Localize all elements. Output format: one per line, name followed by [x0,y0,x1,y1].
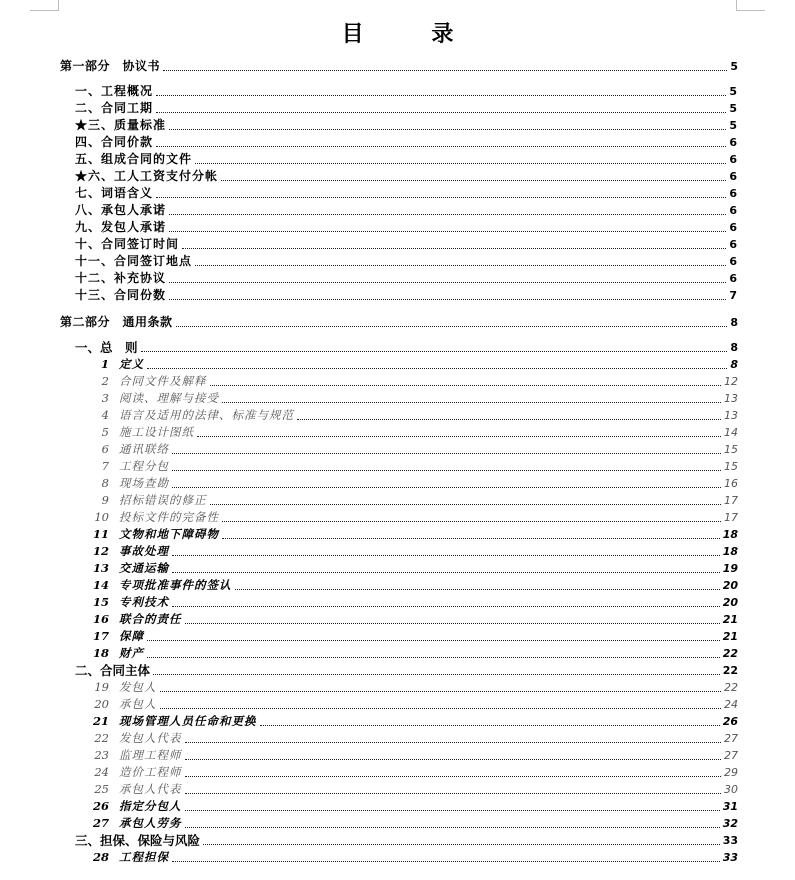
dot-leader [160,708,722,709]
toc-page-number: 30 [724,783,738,796]
toc-page-number: 24 [724,698,738,711]
toc-entry[interactable] [0,611,795,628]
toc-entry[interactable] [0,314,795,331]
toc-entry-label: ★六、工人工资支付分帐 [75,169,219,183]
toc-entry-label: 四、合同价款 [75,135,154,149]
toc-entry-label: 十二、补充协议 [75,271,167,285]
toc-entry-label: 承包人劳务 [119,816,182,830]
dot-leader [182,248,726,249]
toc-entry[interactable] [0,543,795,560]
toc-entry-number: 14 [92,578,109,592]
toc-entry[interactable] [0,168,795,185]
toc-entry-number: 7 [101,459,109,473]
toc-entry-number: 12 [92,544,109,558]
dot-leader [163,70,727,71]
toc-entry-label: 财产 [119,646,144,660]
toc-entry-number: 24 [94,765,109,779]
dot-leader [185,793,722,794]
dot-leader [147,640,720,641]
toc-entry-label: 交通运输 [119,561,169,575]
toc-entry[interactable] [0,441,795,458]
toc-entry-number: 4 [101,408,109,422]
dot-leader [185,623,720,624]
toc-page-number: 8 [730,341,738,354]
toc-entry[interactable] [0,151,795,168]
toc-page-number: 8 [730,358,738,371]
dot-leader [222,538,720,539]
toc-page-number: 19 [722,562,738,575]
toc-entry-number: 3 [101,391,109,405]
dot-leader [169,214,726,215]
toc-page-number: 6 [729,272,738,285]
toc-entry[interactable] [0,390,795,407]
toc-entry-label: 二、合同主体 [75,663,151,678]
toc-entry-label: 十三、合同份数 [75,288,167,302]
toc-entry-label: 现场管理人员任命和更换 [119,714,257,728]
toc-entry[interactable] [0,253,795,270]
toc-entry-label: 八、承包人承诺 [75,203,167,217]
toc-page-number: 5 [729,119,738,132]
toc-entry-label: 承包人 [119,697,157,711]
toc-entry[interactable] [0,764,795,781]
toc-page-number: 22 [722,664,738,677]
toc-entry[interactable] [0,815,795,832]
toc-entry[interactable] [0,219,795,236]
toc-entry[interactable] [0,747,795,764]
toc-entry-label: 十、合同签订时间 [75,237,180,251]
toc-entry-number: 5 [101,425,109,439]
dot-leader [169,282,726,283]
toc-page-number: 6 [729,136,738,149]
toc-entry-number: 28 [92,850,109,864]
toc-entry[interactable] [0,526,795,543]
toc-entry-label: 承包人代表 [119,782,182,796]
toc-entry-label: 合同文件及解释 [119,374,207,388]
toc-page-number: 31 [722,800,738,813]
toc-page-number: 20 [722,579,738,592]
toc-entry[interactable] [0,798,795,815]
page-title: 目 录 [341,21,484,47]
toc-entry[interactable] [0,577,795,594]
toc-entry[interactable] [0,236,795,253]
toc-entry-number: 26 [92,799,109,813]
toc-page-number: 6 [729,255,738,268]
toc-entry-label: 阅读、理解与接受 [119,391,219,405]
toc-entry-label: 一、总 则 [75,340,138,355]
dot-leader [172,470,721,471]
dot-leader [169,299,726,300]
toc-page-number: 27 [724,732,738,745]
toc-entry[interactable] [0,407,795,424]
dot-leader [203,844,720,845]
toc-entry[interactable] [0,645,795,662]
toc-entry-number: 13 [92,561,109,575]
dot-leader [141,351,728,352]
toc-entry-label: ★三、质量标准 [75,118,167,132]
toc-page-number: 18 [722,545,738,558]
dot-leader [156,95,726,96]
toc-page-number: 6 [729,170,738,183]
toc-page-number: 6 [729,204,738,217]
dot-leader [156,146,726,147]
toc-entry-number: 10 [94,510,109,524]
toc-entry[interactable] [0,287,795,304]
toc-entry-number: 15 [92,595,109,609]
toc-page-number: 17 [724,511,738,524]
toc-entry-label: 定义 [119,357,144,371]
toc-entry-label: 五、组成合同的文件 [75,152,193,166]
dot-leader [169,129,726,130]
dot-leader [172,453,721,454]
dot-leader [260,725,720,726]
toc-entry-number: 6 [101,442,109,456]
toc-page-number: 6 [729,238,738,251]
page-corner-mark-left [30,0,59,11]
toc-page-number: 17 [724,494,738,507]
dot-leader [185,742,722,743]
toc-page-number: 29 [724,766,738,779]
toc-entry[interactable] [0,339,795,356]
dot-leader [195,163,726,164]
dot-leader [172,606,720,607]
toc-page-number: 16 [724,477,738,490]
page-corner-mark-right [736,0,765,11]
toc-page-number: 12 [724,375,738,388]
dot-leader [172,572,720,573]
toc-entry-label: 造价工程师 [119,765,182,779]
toc-entry[interactable] [0,849,795,866]
toc-entry-label: 现场查勘 [119,476,169,490]
toc-entry-label: 九、发包人承诺 [75,220,167,234]
toc-entry-label: 招标错误的修正 [119,493,207,507]
toc-entry-number: 2 [101,374,109,388]
dot-leader [197,436,721,437]
toc-entry-number: 21 [92,714,109,728]
dot-leader [172,487,721,488]
toc-page-number: 6 [729,153,738,166]
dot-leader [147,368,727,369]
toc-page-number: 5 [730,60,738,73]
toc-entry-number: 8 [101,476,109,490]
toc-page-number: 27 [724,749,738,762]
toc-entry-number: 23 [94,748,109,762]
toc-page-number: 26 [722,715,738,728]
dot-leader [185,776,722,777]
toc-entry[interactable] [0,83,795,100]
toc-page-number: 5 [729,85,738,98]
toc-entry-number: 16 [92,612,109,626]
toc-entry[interactable] [0,134,795,151]
toc-entry[interactable] [0,424,795,441]
toc-entry-label: 联合的责任 [119,612,182,626]
toc-page-number: 22 [722,647,738,660]
toc-page-number: 6 [729,221,738,234]
toc-page-number: 15 [724,443,738,456]
toc-page-number: 5 [729,102,738,115]
toc-page-number: 33 [722,834,738,847]
toc-entry[interactable] [0,492,795,509]
toc-entry-label: 七、词语含义 [75,186,154,200]
toc-page-number: 21 [722,613,738,626]
toc-page-number: 20 [722,596,738,609]
toc-entry[interactable] [0,475,795,492]
toc-entry-number: 25 [94,782,109,796]
toc-entry-label: 工程分包 [119,459,169,473]
toc-entry-label: 专利技术 [119,595,169,609]
toc-entry[interactable] [0,202,795,219]
toc-entry-label: 一、工程概况 [75,84,154,98]
dot-leader [185,827,720,828]
toc-entry-label: 第一部分 协议书 [60,59,161,73]
dot-leader [195,265,726,266]
dot-leader [235,589,720,590]
toc-entry-label: 专项批准事件的签认 [119,578,232,592]
dot-leader [222,521,721,522]
toc-entry-label: 施工设计图纸 [119,425,194,439]
toc-page-number: 21 [722,630,738,643]
toc-page-number: 18 [722,528,738,541]
toc-entry-label: 通讯联络 [119,442,169,456]
toc-entry-number: 17 [92,629,109,643]
toc-entry-number: 27 [92,816,109,830]
toc-entry-label: 发包人 [119,680,157,694]
toc-entry[interactable] [0,730,795,747]
dot-leader [153,674,720,675]
dot-leader [221,180,726,181]
toc-page-number: 15 [724,460,738,473]
toc-entry[interactable] [0,628,795,645]
dot-leader [160,691,722,692]
toc-entry[interactable] [0,509,795,526]
toc-entry[interactable] [0,373,795,390]
toc-page-number: 22 [724,681,738,694]
toc-entry[interactable] [0,679,795,696]
toc-page-number: 13 [724,409,738,422]
dot-leader [210,504,722,505]
toc-entry-label: 投标文件的完备性 [119,510,219,524]
toc-entry[interactable] [0,560,795,577]
dot-leader [185,810,720,811]
toc-entry-number: 11 [92,527,109,541]
toc-page-number: 7 [729,289,738,302]
toc-page-number: 6 [729,187,738,200]
toc-entry-label: 语言及适用的法律、标准与规范 [119,408,294,422]
toc-entry-number: 18 [92,646,109,660]
dot-leader [210,385,722,386]
toc-entry-label: 二、合同工期 [75,101,154,115]
toc-entry-number: 20 [94,697,109,711]
dot-leader [156,197,726,198]
toc-entry-label: 文物和地下障碍物 [119,527,219,541]
toc-entry[interactable] [0,58,795,75]
toc-entry[interactable] [0,100,795,117]
toc-entry[interactable] [0,356,795,373]
toc-entry[interactable] [0,594,795,611]
toc-page-number: 14 [724,426,738,439]
toc-entry-label: 十一、合同签订地点 [75,254,193,268]
toc-entry[interactable] [0,270,795,287]
toc-entry[interactable] [0,117,795,134]
dot-leader [222,402,721,403]
dot-leader [156,112,726,113]
toc-entry-label: 指定分包人 [119,799,182,813]
toc-page-number: 33 [722,851,738,864]
toc-page-number: 32 [722,817,738,830]
toc-entry-label: 第二部分 通用条款 [60,315,173,329]
dot-leader [176,326,728,327]
toc-entry[interactable] [0,696,795,713]
toc-entry[interactable] [0,832,795,849]
toc-entry-label: 保障 [119,629,144,643]
dot-leader [297,419,721,420]
dot-leader [185,759,722,760]
dot-leader [169,231,726,232]
toc-entry[interactable] [0,713,795,730]
toc-entry[interactable] [0,185,795,202]
toc-entry[interactable] [0,458,795,475]
toc-entry-number: 19 [94,680,109,694]
toc-entry-label: 发包人代表 [119,731,182,745]
toc-entry[interactable] [0,781,795,798]
dot-leader [172,861,720,862]
toc-page-number: 13 [724,392,738,405]
toc-entry-number: 1 [100,357,109,371]
toc-entry-label: 事故处理 [119,544,169,558]
dot-leader [172,555,720,556]
toc-entry-label: 工程担保 [119,850,169,864]
toc-entry-label: 三、担保、保险与风险 [75,833,201,848]
toc-page-number: 8 [730,316,738,329]
toc-entry-number: 22 [94,731,109,745]
toc-entry-number: 9 [101,493,109,507]
toc-entry-label: 监理工程师 [119,748,182,762]
dot-leader [147,657,720,658]
toc-entry[interactable] [0,662,795,679]
